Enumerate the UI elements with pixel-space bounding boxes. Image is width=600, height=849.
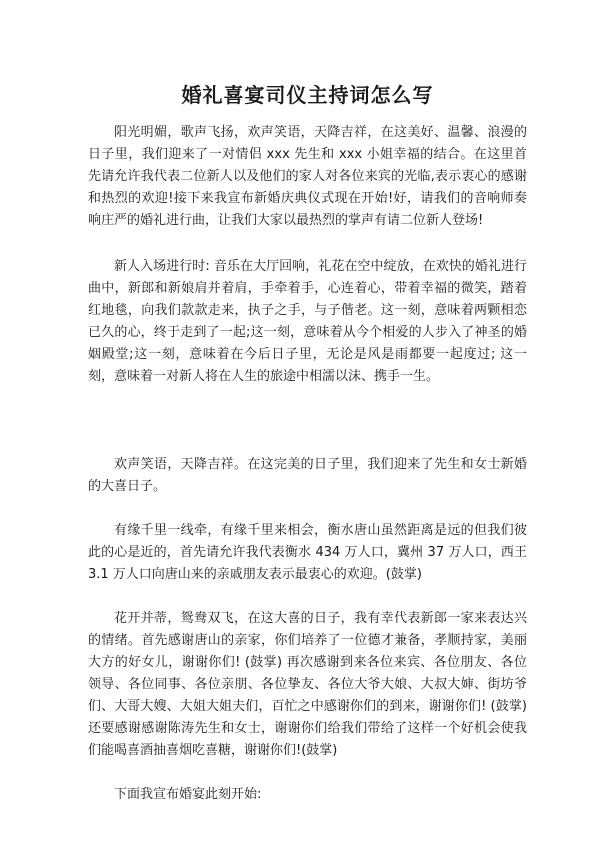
paragraph-announcement: 下面我宣布婚宴此刻开始: (114, 787, 262, 802)
paragraph-entrance: 新人入场进行时: 音乐在大厅回响，礼花在空中绽放，在欢快的婚礼进行曲中，新郎和新娘肩并着肩，手牵着手，心连着心，带着幸福的微笑，踏着红地毯，向我们款款走来，执子之手，与子偕老。这一刻，意味着两颗相恋已久的心，终于走到了一起;这一刻，意味着从今个相爱的人步入了神圣的婚姻殿堂;这一刻，意味着在今后日子里，无论是风是雨都要一起度过; 这一刻，意味着一对新人将在人生的旅途中相濡以沫、携手一生。 (88, 259, 527, 384)
paragraph-opening: 阳光明媚，歌声飞扬，欢声笑语，天降吉祥，在这美好、温馨、浪漫的日子里，我们迎来了一对情侣 xxx 先生和 xxx 小姐幸福的结合。在这里首先请允许我代表二位新人以及他们的家人对各位来宾的光临,表示衷心的感谢和热烈的欢迎!接下来我宣布新婚庆典仪式现在开始!好，请我们的音响师奏响庄严的婚礼进行曲，让我们大家以最热烈的掌声有请二位新人登场! (88, 125, 527, 228)
document-title: 婚礼喜宴司仪主持词怎么写 (181, 83, 434, 107)
paragraph-welcome: 有缘千里一线牵，有缘千里来相会，衡水唐山虽然距离是远的但我们彼此的心是近的，首先请允许我代表衡水 434 万人口，冀州 37 万人口，西王 3.1 万人口向唐山来的亲戚朋友表示最衷心的欢迎。(鼓掌) (88, 523, 527, 582)
paragraph-greeting: 欢声笑语，天降吉祥。在这完美的日子里，我们迎来了先生和女士新婚的大喜日子。 (88, 457, 527, 494)
paragraph-thanks: 花开并蒂，鸳鸯双飞，在这大喜的日子，我有幸代表新郎一家来表达兴的情绪。首先感谢唐山的亲家，你们培养了一位德才兼备，孝顺持家，美丽大方的好女儿，谢谢你们! (鼓掌) 再次感谢到来各位来宾、各位朋友、各位领导、各位同事、各位亲朋、各位挚友、各位大爷大娘、大叔大婶、街坊爷们、大哥大嫂、大姐大姐夫们，百忙之中感谢你们的到来，谢谢你们! (鼓掌) 还要感谢感谢陈涛先生和女士，谢谢你们给我们带给了这样一个好机会使我们能喝喜酒抽喜烟吃喜糖，谢谢你们!(鼓掌) (88, 611, 527, 758)
